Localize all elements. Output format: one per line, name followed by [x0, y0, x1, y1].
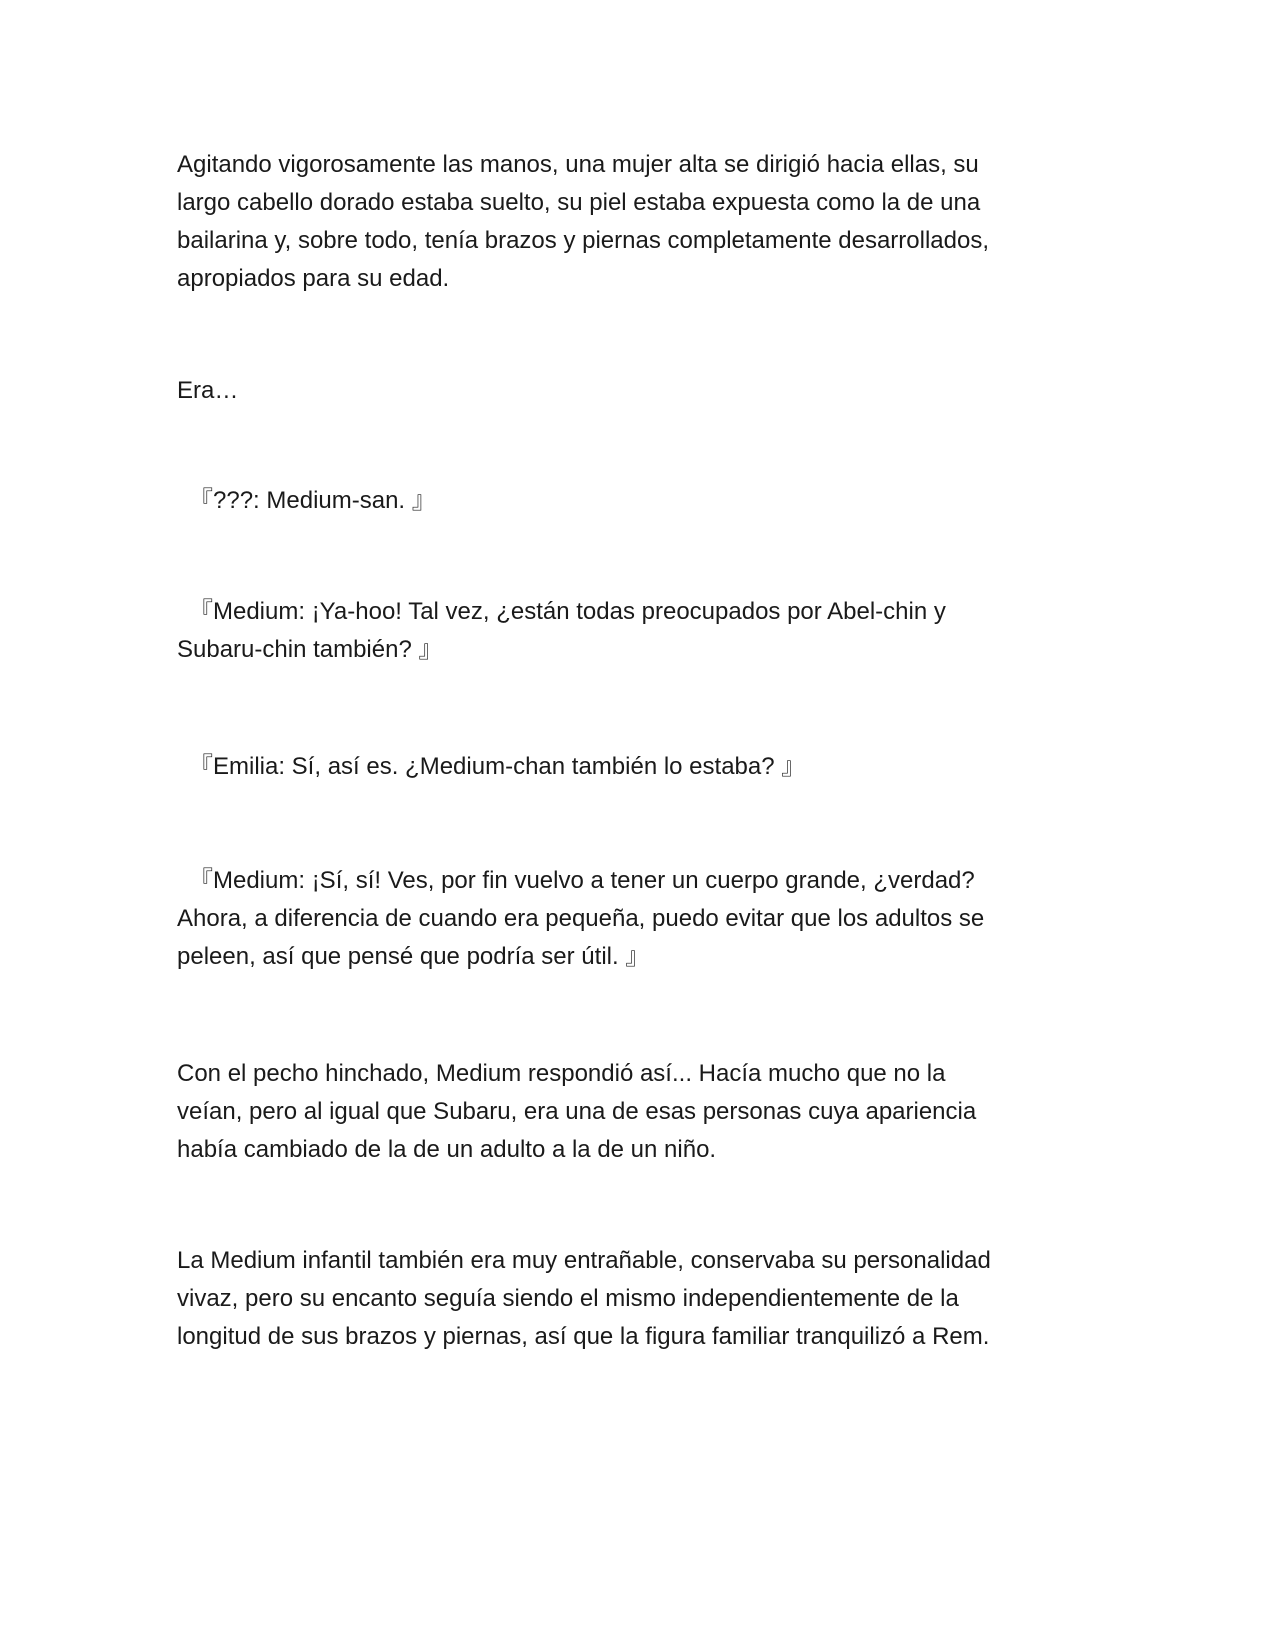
dialog-paragraph-1: [177, 482, 1107, 520]
narration-paragraph-1: [177, 146, 1107, 298]
narration-paragraph-2: [177, 372, 1107, 410]
text-line: 『???: Medium-san. 』: [189, 487, 436, 514]
text-line: Ahora, a diferencia de cuando era pequeña, puedo evitar que los adultos se: [177, 905, 985, 932]
text-line: Era…: [177, 377, 239, 404]
narration-paragraph-4: [177, 1242, 1107, 1356]
dialog-paragraph-2: [177, 593, 1107, 669]
dialog-paragraph-4: [177, 862, 1107, 976]
text-line: Con el pecho hinchado, Medium respondió así... Hacía mucho que no la: [177, 1060, 946, 1087]
text-line: longitud de sus brazos y piernas, así que la figura familiar tranquilizó a Rem.: [177, 1323, 990, 1350]
text-line: había cambiado de la de un adulto a la de un niño.: [177, 1136, 717, 1163]
dialog-paragraph-3: [177, 748, 1107, 786]
text-line: largo cabello dorado estaba suelto, su piel estaba expuesta como la de una: [177, 189, 981, 216]
text-line: 『Emilia: Sí, así es. ¿Medium-chan también lo estaba? 』: [189, 753, 806, 780]
text-line: veían, pero al igual que Subaru, era una de esas personas cuya apariencia: [177, 1098, 977, 1125]
text-line: bailarina y, sobre todo, tenía brazos y piernas completamente desarrollados,: [177, 227, 990, 254]
text-line: La Medium infantil también era muy entrañable, conservaba su personalidad: [177, 1247, 991, 1274]
text-line: 『Medium: ¡Sí, sí! Ves, por fin vuelvo a tener un cuerpo grande, ¿verdad?: [189, 867, 975, 894]
narration-paragraph-3: [177, 1055, 1107, 1169]
text-line: Agitando vigorosamente las manos, una mujer alta se dirigió hacia ellas, su: [177, 151, 979, 178]
text-line: apropiados para su edad.: [177, 265, 450, 292]
text-line: vivaz, pero su encanto seguía siendo el mismo independientemente de la: [177, 1285, 959, 1312]
text-line: 『Medium: ¡Ya-hoo! Tal vez, ¿están todas preocupados por Abel-chin y: [189, 598, 946, 625]
text-line: peleen, así que pensé que podría ser útil. 』: [177, 943, 650, 970]
text-line: Subaru-chin también? 』: [177, 636, 443, 663]
